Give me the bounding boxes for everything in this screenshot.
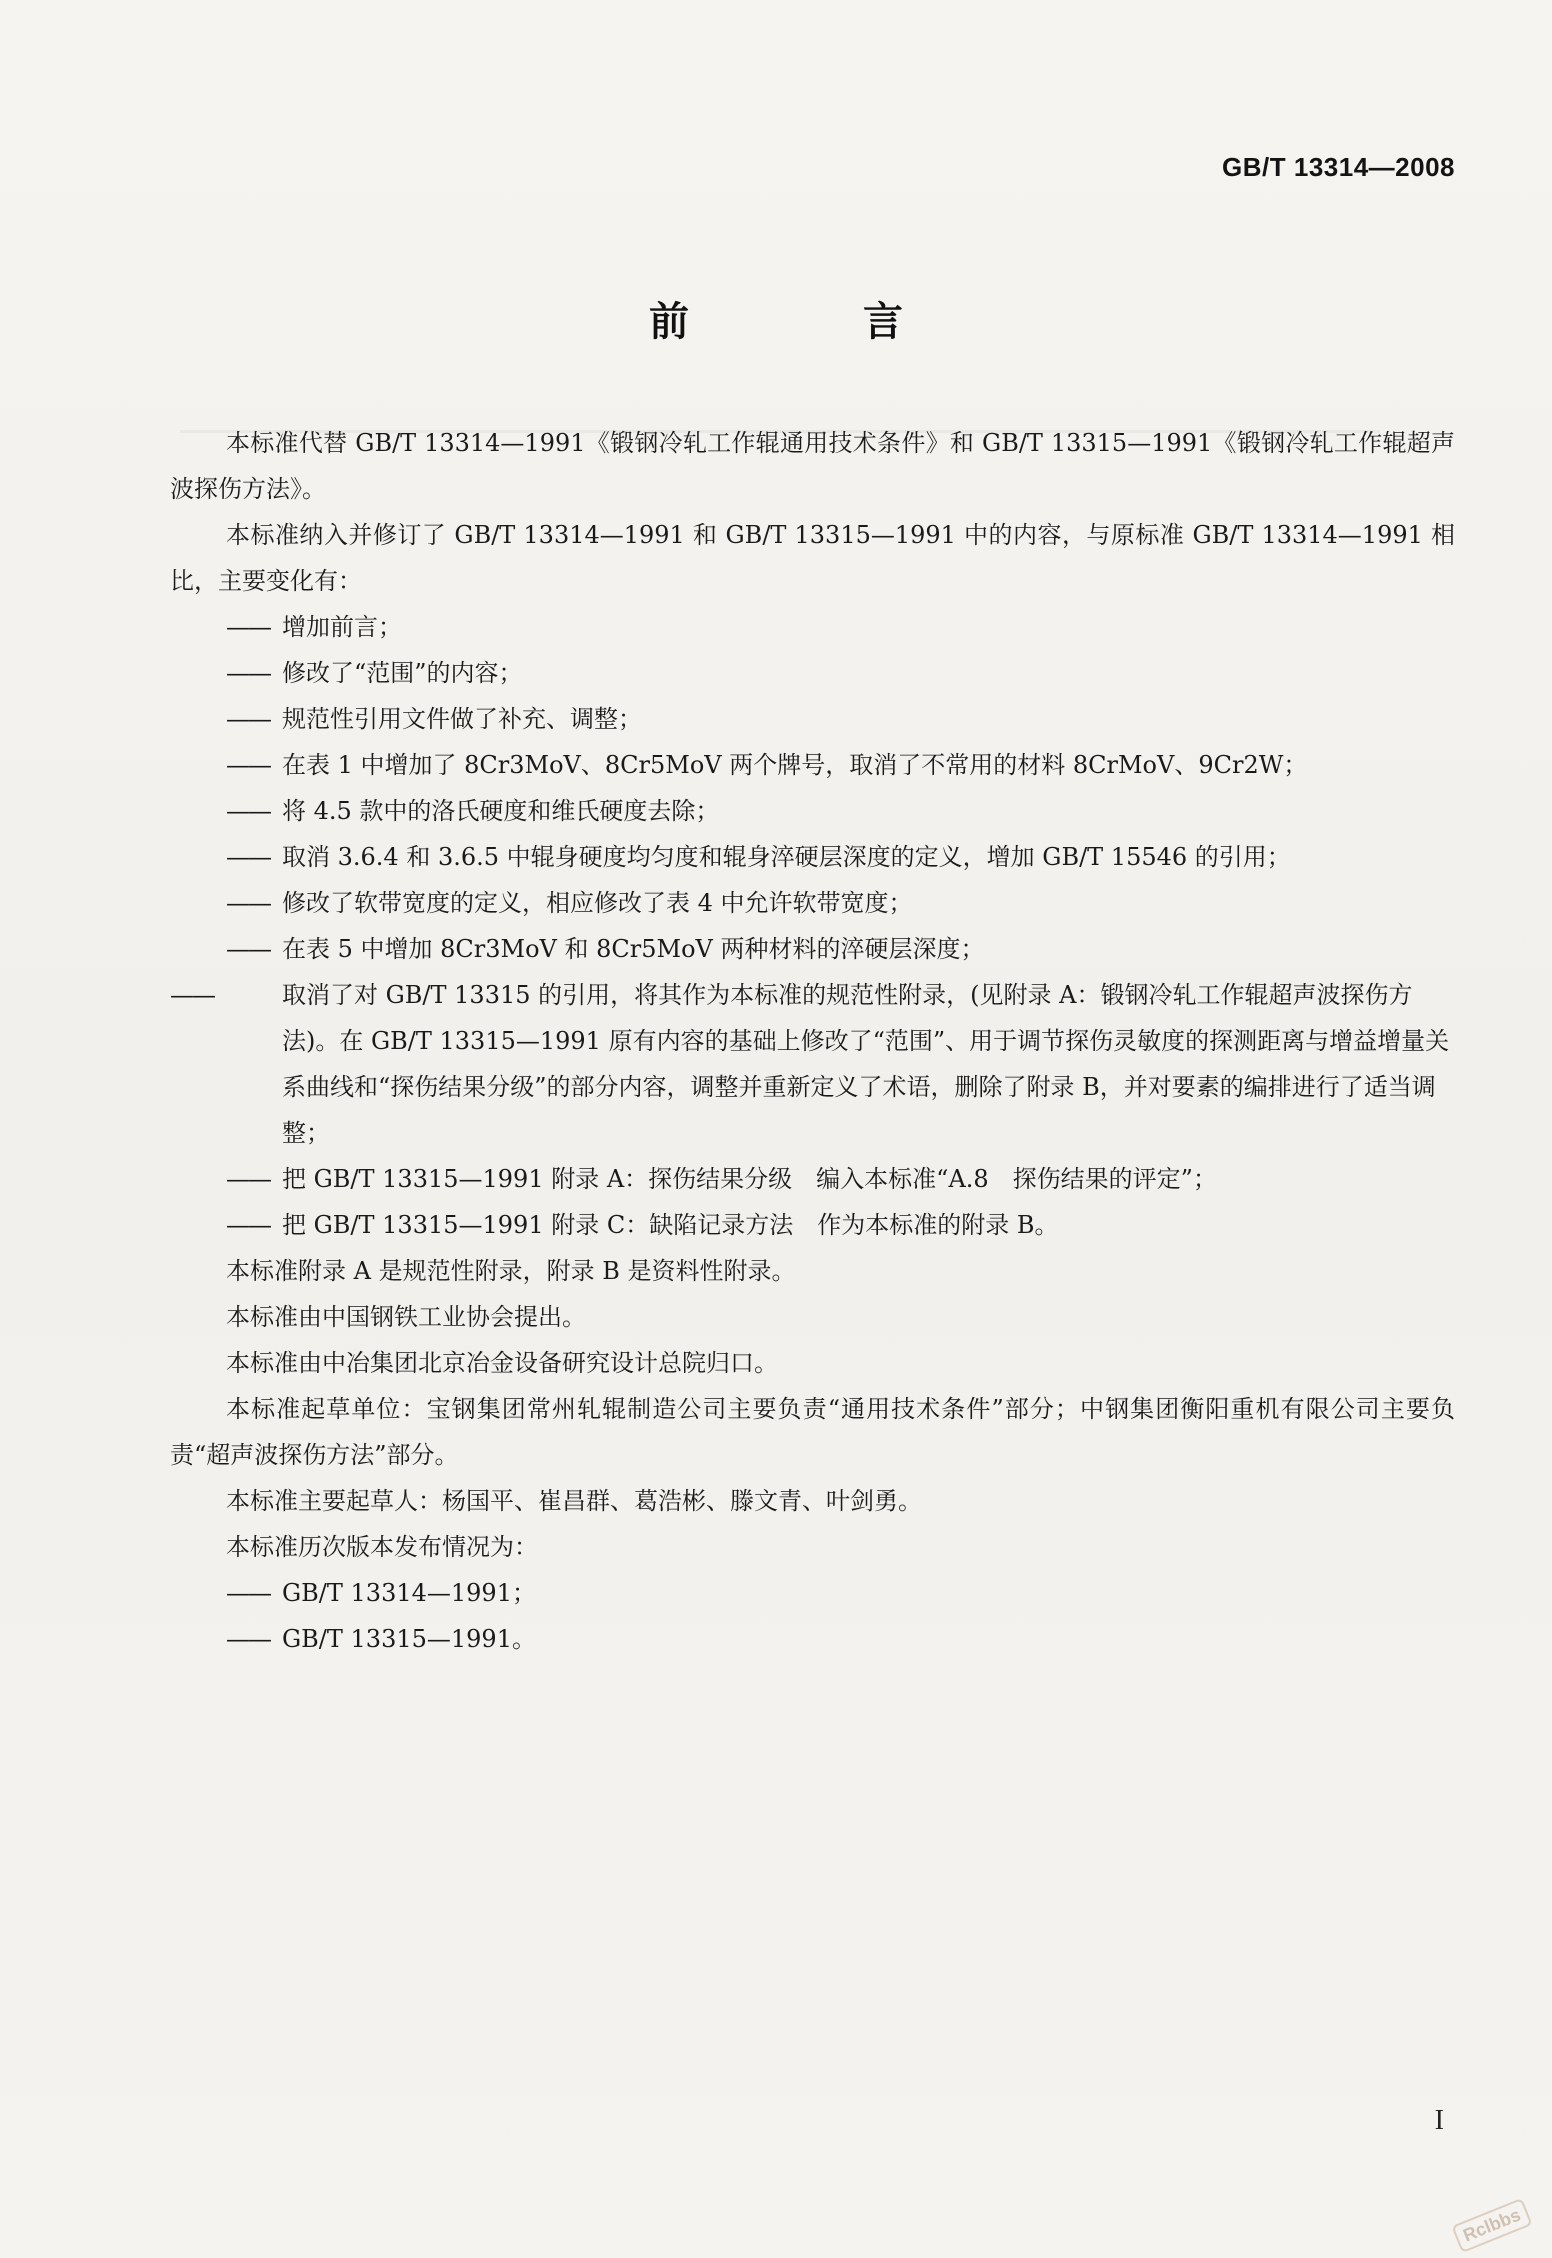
change-item: —— 把 GB/T 13315—1991 附录 C：缺陷记录方法 作为本标准的附录 B。 bbox=[226, 1211, 1059, 1239]
closing-paragraph: 本标准历次版本发布情况为： bbox=[226, 1533, 538, 1561]
intro-paragraph-1: 本标准代替 GB/T 13314—1991《锻钢冷轧工作辊通用技术条件》和 GB/T 13315—1991《锻钢冷轧工作辊超声波探伤方法》。 bbox=[170, 429, 1455, 503]
change-item: —— 取消了对 GB/T 13315 的引用，将其作为本标准的规范性附录，(见附录 A：锻钢冷轧工作辊超声波探伤方法)。在 GB/T 13315—1991 原有内容的基础上修改了“范围”、用于调节探伤灵敏度的探测距离与增益增量关系曲线和“探伤结果分级”的部分内容，调整并重新定义了术语，删除了附录 B，并对要素的编排进行了适当调整； bbox=[170, 981, 1450, 1147]
change-item: —— 修改了“范围”的内容； bbox=[226, 659, 523, 687]
changes-list bbox=[170, 604, 1455, 1248]
change-item: —— 在表 1 中增加了 8Cr3MoV、8Cr5MoV 两个牌号，取消了不常用的材料 8CrMoV、9Cr2W； bbox=[226, 751, 1308, 779]
closing-paragraph: 本标准由中冶集团北京冶金设备研究设计总院归口。 bbox=[226, 1349, 778, 1377]
change-item: —— 增加前言； bbox=[226, 613, 402, 641]
intro-paragraph-2: 本标准纳入并修订了 GB/T 13314—1991 和 GB/T 13315—1991 中的内容，与原标准 GB/T 13314—1991 相比，主要变化有： bbox=[170, 521, 1455, 595]
watermark-stamp: Rclbbs bbox=[1451, 2198, 1532, 2253]
closing-paragraph: 本标准主要起草人：杨国平、崔昌群、葛浩彬、滕文青、叶剑勇。 bbox=[226, 1487, 922, 1515]
change-item: —— 规范性引用文件做了补充、调整； bbox=[226, 705, 642, 733]
standard-code: GB/T 13314—2008 bbox=[1222, 152, 1455, 182]
closing-paragraph: 本标准起草单位：宝钢集团常州轧辊制造公司主要负责“通用技术条件”部分；中钢集团衡阳重机有限公司主要负责“超声波探伤方法”部分。 bbox=[170, 1395, 1455, 1469]
page-title: 前 言 bbox=[649, 299, 983, 345]
history-item: —— GB/T 13315—1991。 bbox=[226, 1625, 536, 1653]
document-body bbox=[170, 420, 1455, 1662]
change-item: —— 把 GB/T 13315—1991 附录 A：探伤结果分级 编入本标准“A.8 探伤结果的评定”； bbox=[226, 1165, 1217, 1193]
page-number: I bbox=[1434, 2105, 1444, 2136]
change-item: —— 取消 3.6.4 和 3.6.5 中辊身硬度均匀度和辊身淬硬层深度的定义，增加 GB/T 15546 的引用； bbox=[226, 843, 1291, 871]
closing-paragraph: 本标准附录 A 是规范性附录，附录 B 是资料性附录。 bbox=[226, 1257, 796, 1285]
closing-paragraph: 本标准由中国钢铁工业协会提出。 bbox=[226, 1303, 586, 1331]
history-list bbox=[170, 1570, 1455, 1662]
change-item: —— 修改了软带宽度的定义，相应修改了表 4 中允许软带宽度； bbox=[226, 889, 913, 917]
change-item: —— 将 4.5 款中的洛氏硬度和维氏硬度去除； bbox=[226, 797, 720, 825]
change-item: —— 在表 5 中增加 8Cr3MoV 和 8Cr5MoV 两种材料的淬硬层深度； bbox=[226, 935, 985, 963]
history-item: —— GB/T 13314—1991； bbox=[226, 1579, 536, 1607]
